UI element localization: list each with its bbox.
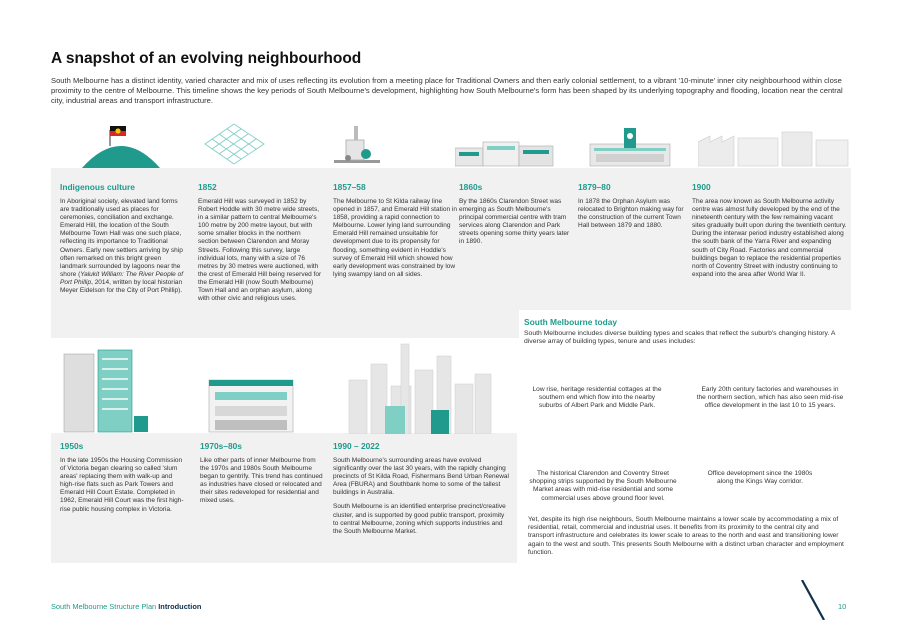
survey-grid-illustration (200, 120, 270, 168)
period-text: In Aboriginal society, elevated land forms are traditionally used as places for ceremonies, conciliation and exchange. Emerald Hill, the location of the South Melbourne Town Hall was one such place, reflecting its importance to Traditional Owners. Early new settlers arriving by ship often remarked on this bright green landmark surrounded by lagoons near the shore (Yalukit William: The River People of Port Phillip, 2014, written by local historian Meyer Eidelson for the City of Port Phillip). (60, 198, 184, 295)
skyline-illustration (345, 340, 495, 434)
page-title: A snapshot of an evolving neighbourhood (51, 50, 362, 67)
period-heading: 1852 (198, 182, 217, 192)
period-heading: 1900 (692, 182, 711, 192)
period-1990-2022 (333, 441, 511, 536)
today-item-cottages: Low rise, heritage residential cottages at the southern end which flow into the nearby suburbs of Albert Park and Middle Park. (532, 386, 662, 410)
hill-flag-illustration (80, 118, 162, 170)
period-heading: 1857–58 (333, 182, 366, 192)
period-heading: 1970s–80s (200, 441, 242, 451)
period-heading: 1879–80 (578, 182, 611, 192)
today-outro: Yet, despite its high rise neighbours, South Melbourne maintains a lower scale by accommodating a mix of residential, retail, commercial and industrial uses. It benefits from its proximity to the central city and transport infrastructure and celebrates its lower scale to areas to the north and east and transitioning lower again to the west and south. This presents South Melbourne with a distinct urban character and employment function. (528, 516, 844, 556)
page-number: 10 (838, 602, 847, 611)
1860s-street-illustration (455, 136, 555, 168)
footer-document-title: South Melbourne Structure Plan Introduction (51, 602, 202, 611)
period-text: In the late 1950s the Housing Commission of Victoria began clearing so called 'slum areas' replacing them with walk-up and high-rise flats such as Park Towers and Emerald Hill Court Estate. Completed in 1962, Emerald Hill Court was the first high-rise public housing complex in Victoria. (60, 457, 184, 513)
today-item-shopping-strips: The historical Clarendon and Coventry Street shopping strips supported by the South Melbourne Market areas with mid-rise residential and some commercial uses above ground floor level. (529, 470, 677, 502)
gentrified-terraces-illustration (205, 374, 301, 434)
period-heading: 1860s (459, 182, 483, 192)
period-text: In 1878 the Orphan Asylum was relocated to Brighton making way for the construction of the current Town Hall between 1879 and 1880. (578, 198, 684, 230)
today-item-offices: Office development since the 1980s along the Kings Way corridor. (707, 470, 813, 486)
period-text-2: South Melbourne is an identified enterprise precinct/creative cluster, and is supported by good public transport, proximity to central Melbourne, zoning which supports industries and the South Melbourne Market. (333, 503, 506, 535)
intro-paragraph: South Melbourne has a distinct identity, varied character and mix of uses reflecting its evolution from a meeting place for Traditional Owners and then early colonial settlement, to a vibrant '10-minute' inner city neighbourhood within close proximity to the centre of Melbourne. This timeline shows the key periods of South Melbourne's development, highlighting how South Melbourne's form has been shaped by its underlying topography and flooding, location near the central city, industrial areas and transport infrastructure. (51, 76, 843, 105)
period-text: By the 1860s Clarendon Street was emerging as South Melbourne's principal commercial centre with tram services along Clarendon and Park streets opening some thirty years later in 1890. (459, 198, 570, 246)
period-indigenous (60, 182, 184, 295)
period-text: Emerald Hill was surveyed in 1852 by Robert Hoddle with 30 metre wide streets, in a similar pattern to central Melbourne's 100 metre by 200 metre layout, but with some smaller blocks in the northern section between Clarendon and Moray Streets. Following this survey, large individual lots, many with a size of 76 metres by 30 metres were auctioned, with the crest of Emerald Hill being reserved for the Emerald Hill (now South Melbourne) Town Hall and an orphan asylum, along with other civic and religious uses. (198, 198, 322, 303)
1900-industry-illustration (698, 128, 850, 168)
period-text: South Melbourne's surrounding areas have evolved significantly over the last 30 years, with the rapidly changing precincts of St Kilda Road, Fishermans Bend Urban Renewal Area (FBURA) and Southbank home to some of the tallest buildings in Australia. (333, 457, 509, 497)
period-text: Like other parts of inner Melbourne from the 1970s and 1980s South Melbourne began to gentrify. This trend has continued as industries have closed or relocated and their sites redeveloped for residential and mixed uses. (200, 457, 323, 505)
period-heading: Indigenous culture (60, 182, 135, 192)
period-1852 (198, 182, 322, 303)
footer-slash-decoration (800, 580, 826, 620)
town-hall-illustration (580, 124, 680, 168)
railway-illustration (332, 120, 382, 166)
period-text: The area now known as South Melbourne activity centre was almost fully developed by the end of the nineteenth century with the few remaining vacant sites gradually built upon during the twentieth century. During the interwar period industry established along the south bank of the Yarra River and expanding south of City Road. Factories and commercial buildings began to replace the residential properties north of Coventry Street with industry continuing to expand into the area after World War II. (692, 198, 847, 278)
period-1860s (459, 182, 571, 247)
period-1879-80 (578, 182, 684, 230)
today-heading: South Melbourne today (524, 317, 618, 327)
housing-towers-illustration (62, 346, 150, 434)
period-1857-58 (333, 182, 457, 279)
period-heading: 1950s (60, 441, 84, 451)
today-intro: South Melbourne includes diverse building types and scales that reflect the suburb's changing history. A diverse array of building types, tenure and uses includes: (524, 330, 835, 346)
period-heading: 1990 – 2022 (333, 441, 380, 451)
period-1970s-80s (200, 441, 324, 506)
period-1900 (692, 182, 848, 279)
today-item-warehouses: Early 20th century factories and warehouses in the northern section, which has also seen mid-rise office development in the last 10 to 15 years. (696, 386, 844, 410)
period-text: The Melbourne to St Kilda railway line opened in 1857, and Emerald Hill station in 1858, providing a rapid connection to Melbourne. Lower lying land surrounding Emerald Hill remained unsuitable for development due to its propensity for flooding, something evident in Hoddle's survey of Emerald Hill which showed how early development was constrained by low lying swampy land on all sides. (333, 198, 457, 278)
period-1950s (60, 441, 184, 514)
